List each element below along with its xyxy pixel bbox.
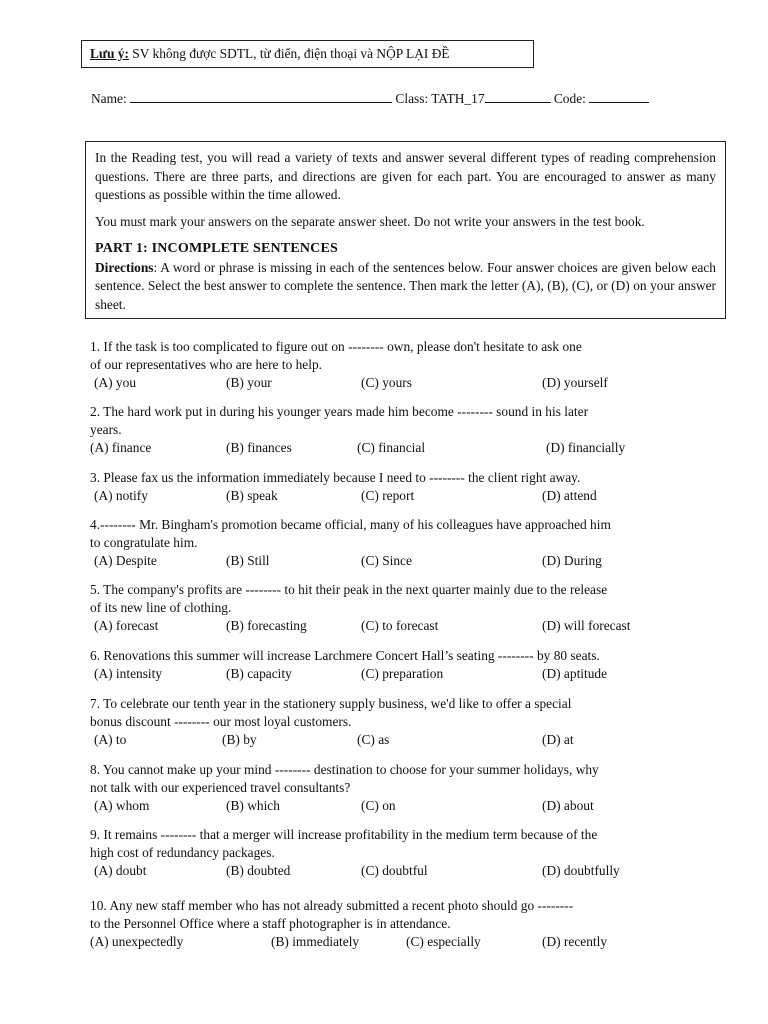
directions-label: Directions [95, 259, 154, 275]
option-c: (C) to forecast [361, 618, 439, 633]
intro-paragraph-1: In the Reading test, you will read a variety of texts and answer several different types of reading comprehension questions. There are three parts, and directions are given for each part. You are encouraged to answer as many questions as possible within the time allowed. [95, 150, 716, 202]
option-c: (C) preparation [361, 666, 444, 681]
option-b: (B) which [226, 798, 280, 813]
question-stem-line-1: 2. The hard work put in during his younger years made him become -------- sound in his later [90, 404, 589, 419]
option-a: (A) whom [94, 798, 150, 813]
intro-paragraph-2: You must mark your answers on the separate answer sheet. Do not write your answers in the test book. [95, 213, 645, 229]
option-d: (D) yourself [542, 375, 608, 390]
option-a: (A) forecast [94, 618, 159, 633]
question-stem-line-1: 1. If the task is too complicated to figure out on -------- own, please don't hesitate to ask one [90, 339, 582, 354]
question-stem-line-1: 9. It remains -------- that a merger will increase profitability in the medium term because of the [90, 827, 598, 842]
name-field[interactable] [130, 90, 392, 103]
answer-options [90, 862, 720, 880]
question-stem-line-2: of our representatives who are here to help. [90, 357, 323, 372]
question-stem-line-1: 7. To celebrate our tenth year in the stationery supply business, we'd like to offer a special [90, 696, 572, 711]
option-b: (B) your [226, 375, 272, 390]
option-c: (C) especially [406, 934, 481, 949]
option-b: (B) doubted [226, 863, 291, 878]
option-a: (A) intensity [94, 666, 163, 681]
question-4 [90, 516, 720, 570]
exam-note-box [81, 40, 534, 68]
class-value: TATH_17 [431, 91, 485, 106]
question-10 [90, 897, 720, 951]
answer-options [90, 552, 720, 570]
question-stem-line-1: 8. You cannot make up your mind -------- destination to choose for your summer holidays, why [90, 762, 599, 777]
instructions-box [85, 141, 726, 319]
answer-options [90, 933, 720, 951]
option-b: (B) capacity [226, 666, 292, 681]
answer-options [90, 374, 720, 392]
part-title: PART 1: INCOMPLETE SENTENCES [95, 241, 339, 256]
answer-options [90, 665, 720, 683]
note-label: Lưu ý: [90, 46, 129, 61]
option-b: (B) finances [226, 440, 292, 455]
question-stem-line-2: high cost of redundancy packages. [90, 845, 275, 860]
code-label: Code: [553, 91, 586, 106]
option-b: (B) by [222, 732, 257, 747]
question-stem-line-1: 6. Renovations this summer will increase Larchmere Concert Hall’s seating -------- by 80 seats. [90, 648, 600, 663]
code-field[interactable] [589, 90, 649, 103]
option-b: (B) immediately [271, 934, 360, 949]
question-9 [90, 826, 720, 880]
question-stem-line-2: to congratulate him. [90, 535, 198, 550]
option-c: (C) financial [357, 440, 426, 455]
answer-options [90, 439, 720, 457]
question-stem-line-1: 4.-------- Mr. Bingham's promotion became official, many of his colleagues have approached him [90, 517, 611, 532]
directions-text: : A word or phrase is missing in each of the sentences below. Four answer choices are given below each sentence. Select the best answer to complete the sentence. Then mark the letter (A), (B), (C), or (D) on your answer sheet. [95, 259, 716, 312]
option-a: (A) you [94, 375, 137, 390]
question-stem-line-2: bonus discount -------- our most loyal customers. [90, 714, 352, 729]
name-label: Name: [91, 91, 127, 106]
option-d: (D) about [542, 798, 594, 813]
option-a: (A) doubt [94, 863, 147, 878]
option-d: (D) During [542, 553, 602, 568]
answer-options [90, 487, 720, 505]
question-stem-line-1: 3. Please fax us the information immediately because I need to -------- the client right away. [90, 470, 581, 485]
question-stem-line-1: 10. Any new staff member who has not already submitted a recent photo should go -------- [90, 898, 574, 913]
question-stem-line-1: 5. The company's profits are -------- to hit their peak in the next quarter mainly due to the release [90, 582, 608, 597]
question-8 [90, 761, 720, 815]
option-a: (A) unexpectedly [90, 934, 184, 949]
student-info-line [91, 90, 711, 107]
option-d: (D) aptitude [542, 666, 608, 681]
option-c: (C) yours [361, 375, 412, 390]
option-b: (B) Still [226, 553, 270, 568]
question-2 [90, 403, 720, 457]
question-stem-line-2: of its new line of clothing. [90, 600, 232, 615]
option-b: (B) speak [226, 488, 278, 503]
answer-options [90, 797, 720, 815]
option-d: (D) will forecast [542, 618, 631, 633]
question-3 [90, 469, 720, 505]
option-d: (D) recently [542, 934, 608, 949]
option-a: (A) finance [90, 440, 152, 455]
option-a: (A) notify [94, 488, 148, 503]
option-c: (C) doubtful [361, 863, 428, 878]
question-6 [90, 647, 720, 683]
option-a: (A) to [94, 732, 127, 747]
answer-options [90, 731, 720, 749]
option-c: (C) report [361, 488, 415, 503]
question-1 [90, 338, 720, 392]
question-stem-line-2: to the Personnel Office where a staff photographer is in attendance. [90, 916, 451, 931]
directions [95, 259, 716, 315]
option-c: (C) on [361, 798, 396, 813]
question-stem-line-2: years. [90, 422, 122, 437]
class-label: Class: [395, 91, 429, 106]
class-field[interactable] [485, 90, 551, 103]
option-d: (D) attend [542, 488, 597, 503]
option-b: (B) forecasting [226, 618, 307, 633]
option-d: (D) financially [546, 440, 626, 455]
option-a: (A) Despite [94, 553, 157, 568]
answer-options [90, 617, 720, 635]
note-text: SV không được SDTL, từ điển, điện thoại và NỘP LẠI ĐỀ [128, 46, 450, 61]
question-stem-line-2: not talk with our experienced travel consultants? [90, 780, 351, 795]
question-5 [90, 581, 720, 635]
option-c: (C) Since [361, 553, 412, 568]
question-7 [90, 695, 720, 749]
option-d: (D) doubtfully [542, 863, 620, 878]
option-d: (D) at [542, 732, 574, 747]
option-c: (C) as [357, 732, 390, 747]
